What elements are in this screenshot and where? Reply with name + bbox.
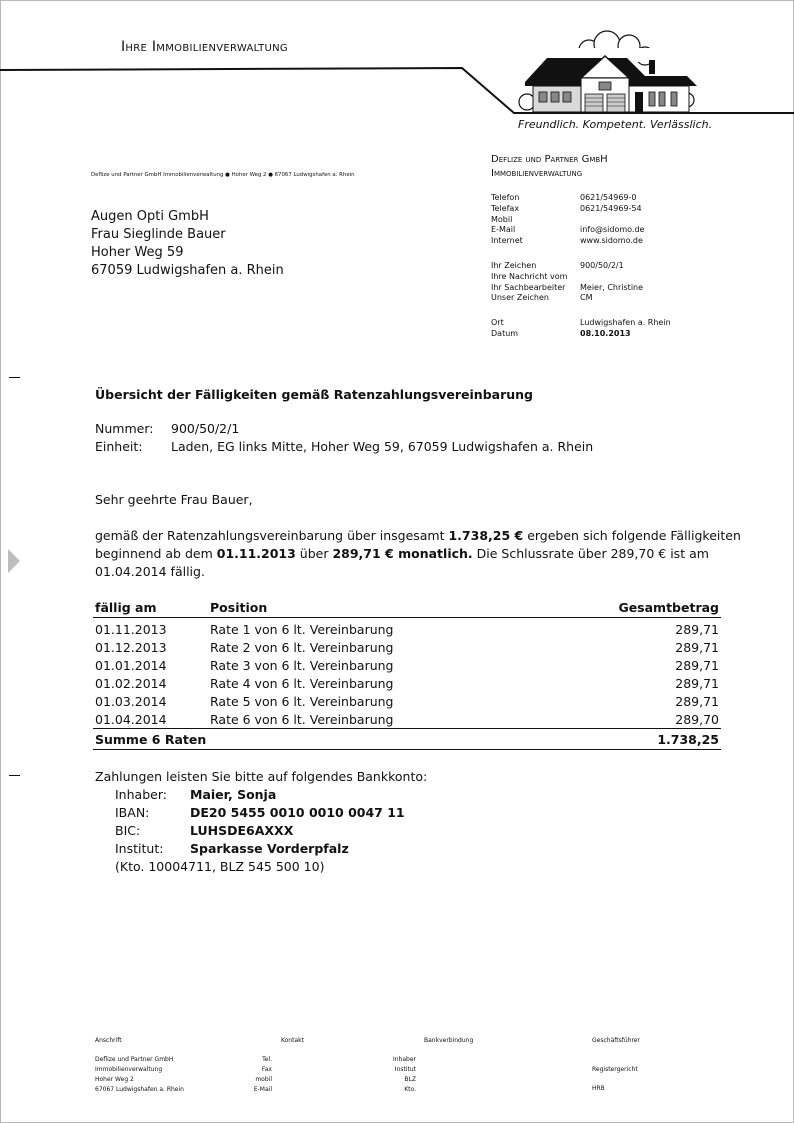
bank-label: IBAN:	[115, 805, 150, 820]
bank-details	[95, 768, 427, 876]
info-label: E-Mail	[491, 225, 516, 235]
footer-bank	[380, 1055, 416, 1095]
cell-amount: 289,70	[675, 711, 719, 727]
footer-kontakt	[230, 1055, 272, 1095]
salutation: Sehr geehrte Frau Bauer,	[95, 492, 253, 507]
column-header-date: fällig am	[93, 598, 208, 618]
house-logo-icon	[515, 30, 700, 118]
rates-table	[93, 598, 721, 750]
nummer-label: Nummer:	[95, 421, 154, 436]
sender-return-line: Deflize und Partner GmbH Immobilienverwaltung ● Hoher Weg 2 ● 67067 Ludwigshafen a. Rhein	[91, 172, 355, 178]
cell-amount: 289,71	[675, 657, 719, 673]
footer-line: Immobilienverwaltung	[95, 1066, 163, 1073]
cell-date: 01.04.2014	[95, 711, 167, 727]
recipient-line-3: Hoher Weg 59	[91, 245, 184, 260]
recipient-line-1: Augen Opti GmbH	[91, 209, 209, 224]
footer-line: Tel.	[262, 1056, 272, 1063]
bank-row	[95, 840, 427, 858]
info-value: www.sidomo.de	[580, 236, 643, 246]
sum-label: Summe 6 Raten	[93, 729, 537, 750]
total-amount: 1.738,25 €	[448, 528, 524, 543]
company-name-line-1: Deflize und Partner GmbH	[491, 154, 608, 165]
cell-position: Rate 6 von 6 lt. Vereinbarung	[210, 711, 394, 727]
bank-label: Institut:	[115, 841, 164, 856]
start-date: 01.11.2013	[216, 546, 296, 561]
footer-line: Fax	[261, 1066, 272, 1073]
fold-mark-bottom	[9, 775, 20, 776]
footer-bank-title: Bankverbindung	[424, 1037, 474, 1044]
info-value: CM	[580, 293, 593, 303]
text-span: ergeben sich folgende Fälligkeiten	[523, 528, 741, 543]
info-label: Internet	[491, 236, 523, 246]
footer-line: Hoher Weg 2	[95, 1076, 134, 1083]
info-label: Telefax	[491, 203, 520, 213]
info-label: Mobil	[491, 214, 513, 224]
cell-amount: 289,71	[675, 621, 719, 637]
bank-legacy	[95, 858, 427, 876]
footer-line: Inhaber	[392, 1056, 416, 1063]
table-row	[93, 710, 721, 729]
info-label: Ihr Sachbearbeiter	[491, 282, 566, 292]
bank-value: DE20 5455 0010 0010 0047 11	[190, 805, 405, 820]
footer-line: BLZ	[404, 1076, 416, 1083]
cell-date: 01.01.2014	[95, 657, 167, 673]
cell-position: Rate 4 von 6 lt. Vereinbarung	[210, 675, 394, 691]
column-header-position: Position	[208, 598, 537, 618]
table-header-row	[93, 598, 721, 618]
info-label: Telefon	[491, 193, 520, 202]
info-label: Unser Zeichen	[491, 293, 549, 303]
sum-value: 1.738,25	[537, 729, 721, 750]
footer-line: Kto.	[404, 1086, 416, 1093]
info-value: 0621/54969-54	[580, 203, 642, 213]
einheit-value: Laden, EG links Mitte, Hoher Weg 59, 67059 Ludwigshafen a. Rhein	[171, 439, 594, 454]
table-row	[93, 674, 721, 692]
info-label: Ihr Zeichen	[491, 261, 537, 270]
company-name-line-2: Immobilienverwaltung	[491, 168, 583, 179]
cell-position: Rate 2 von 6 lt. Vereinbarung	[210, 639, 394, 655]
bank-row	[95, 786, 427, 804]
cell-amount: 289,71	[675, 693, 719, 709]
footer-gf-title: Geschäftsführer	[592, 1037, 640, 1044]
table-sum-row	[93, 729, 721, 750]
info-value: Meier, Christine	[580, 282, 644, 292]
footer-line: Institut	[394, 1066, 416, 1073]
info-value: 0621/54969-0	[580, 193, 637, 202]
text-span: beginnend ab dem	[95, 546, 217, 561]
bank-value: Maier, Sonja	[190, 787, 277, 802]
slogan: Freundlich. Kompetent. Verlässlich.	[518, 118, 713, 131]
text-span: Die Schlussrate über 289,70 € ist am	[472, 546, 709, 561]
recipient-line-4: 67059 Ludwigshafen a. Rhein	[91, 263, 284, 278]
monthly-amount: 289,71 € monatlich.	[332, 546, 473, 561]
bank-intro: Zahlungen leisten Sie bitte auf folgendes Bankkonto:	[95, 769, 428, 784]
cell-date: 01.11.2013	[95, 621, 167, 637]
body-paragraph-line-3: 01.04.2014 fällig.	[95, 564, 205, 579]
text-span: gemäß der Ratenzahlungsvereinbarung über insgesamt	[95, 528, 449, 543]
body-paragraph-line-2	[95, 545, 709, 563]
footer-line: Deflize und Partner GmbH	[95, 1056, 174, 1063]
cell-date: 01.12.2013	[95, 639, 167, 655]
body-paragraph-line-1	[95, 527, 741, 545]
cell-position: Rate 5 von 6 lt. Vereinbarung	[210, 693, 394, 709]
footer-hrb: HRB	[592, 1085, 605, 1092]
footer-registergericht: Registergericht	[592, 1066, 638, 1073]
einheit-label: Einheit:	[95, 439, 143, 454]
footer-line: 67067 Ludwigshafen a. Rhein	[95, 1086, 184, 1093]
table-row	[93, 638, 721, 656]
nummer-value: 900/50/2/1	[171, 421, 240, 436]
info-label: Ort	[491, 318, 504, 327]
info-value: 900/50/2/1	[580, 261, 624, 270]
table-row	[93, 656, 721, 674]
bank-legacy-text: (Kto. 10004711, BLZ 545 500 10)	[115, 859, 325, 874]
cell-position: Rate 1 von 6 lt. Vereinbarung	[210, 621, 394, 637]
footer-anschrift	[95, 1055, 184, 1095]
column-header-amount: Gesamtbetrag	[537, 598, 721, 618]
info-label: Datum	[491, 328, 519, 338]
bank-label: BIC:	[115, 823, 141, 838]
fold-mark-top	[9, 377, 20, 378]
bank-label: Inhaber:	[115, 787, 167, 802]
footer-anschrift-title: Anschrift	[95, 1037, 122, 1044]
bank-row	[95, 804, 427, 822]
bank-value: Sparkasse Vorderpfalz	[190, 841, 349, 856]
info-value: info@sidomo.de	[580, 225, 645, 235]
company-name-block	[491, 153, 608, 181]
date-value: 08.10.2013	[580, 328, 631, 338]
page-turn-arrow-icon[interactable]	[8, 549, 20, 573]
recipient-line-2: Frau Sieglinde Bauer	[91, 227, 226, 242]
header-title: Ihre Immobilienverwaltung	[121, 39, 288, 55]
letter-subject: Übersicht der Fälligkeiten gemäß Ratenzahlungsvereinbarung	[95, 387, 533, 402]
footer-line: E-Mail	[253, 1086, 272, 1093]
bank-row	[95, 822, 427, 840]
cell-amount: 289,71	[675, 675, 719, 691]
table-row	[93, 618, 721, 639]
info-label: Ihre Nachricht vom	[491, 271, 568, 281]
table-row	[93, 692, 721, 710]
cell-amount: 289,71	[675, 639, 719, 655]
footer-line: mobil	[255, 1076, 272, 1083]
bank-value: LUHSDE6AXXX	[190, 823, 294, 838]
recipient-address	[91, 208, 284, 280]
cell-date: 01.03.2014	[95, 693, 167, 709]
text-span: über	[295, 546, 333, 561]
cell-date: 01.02.2014	[95, 675, 167, 691]
cell-position: Rate 3 von 6 lt. Vereinbarung	[210, 657, 394, 673]
footer-kontakt-title: Kontakt	[281, 1037, 304, 1044]
info-value: Ludwigshafen a. Rhein	[580, 318, 671, 327]
